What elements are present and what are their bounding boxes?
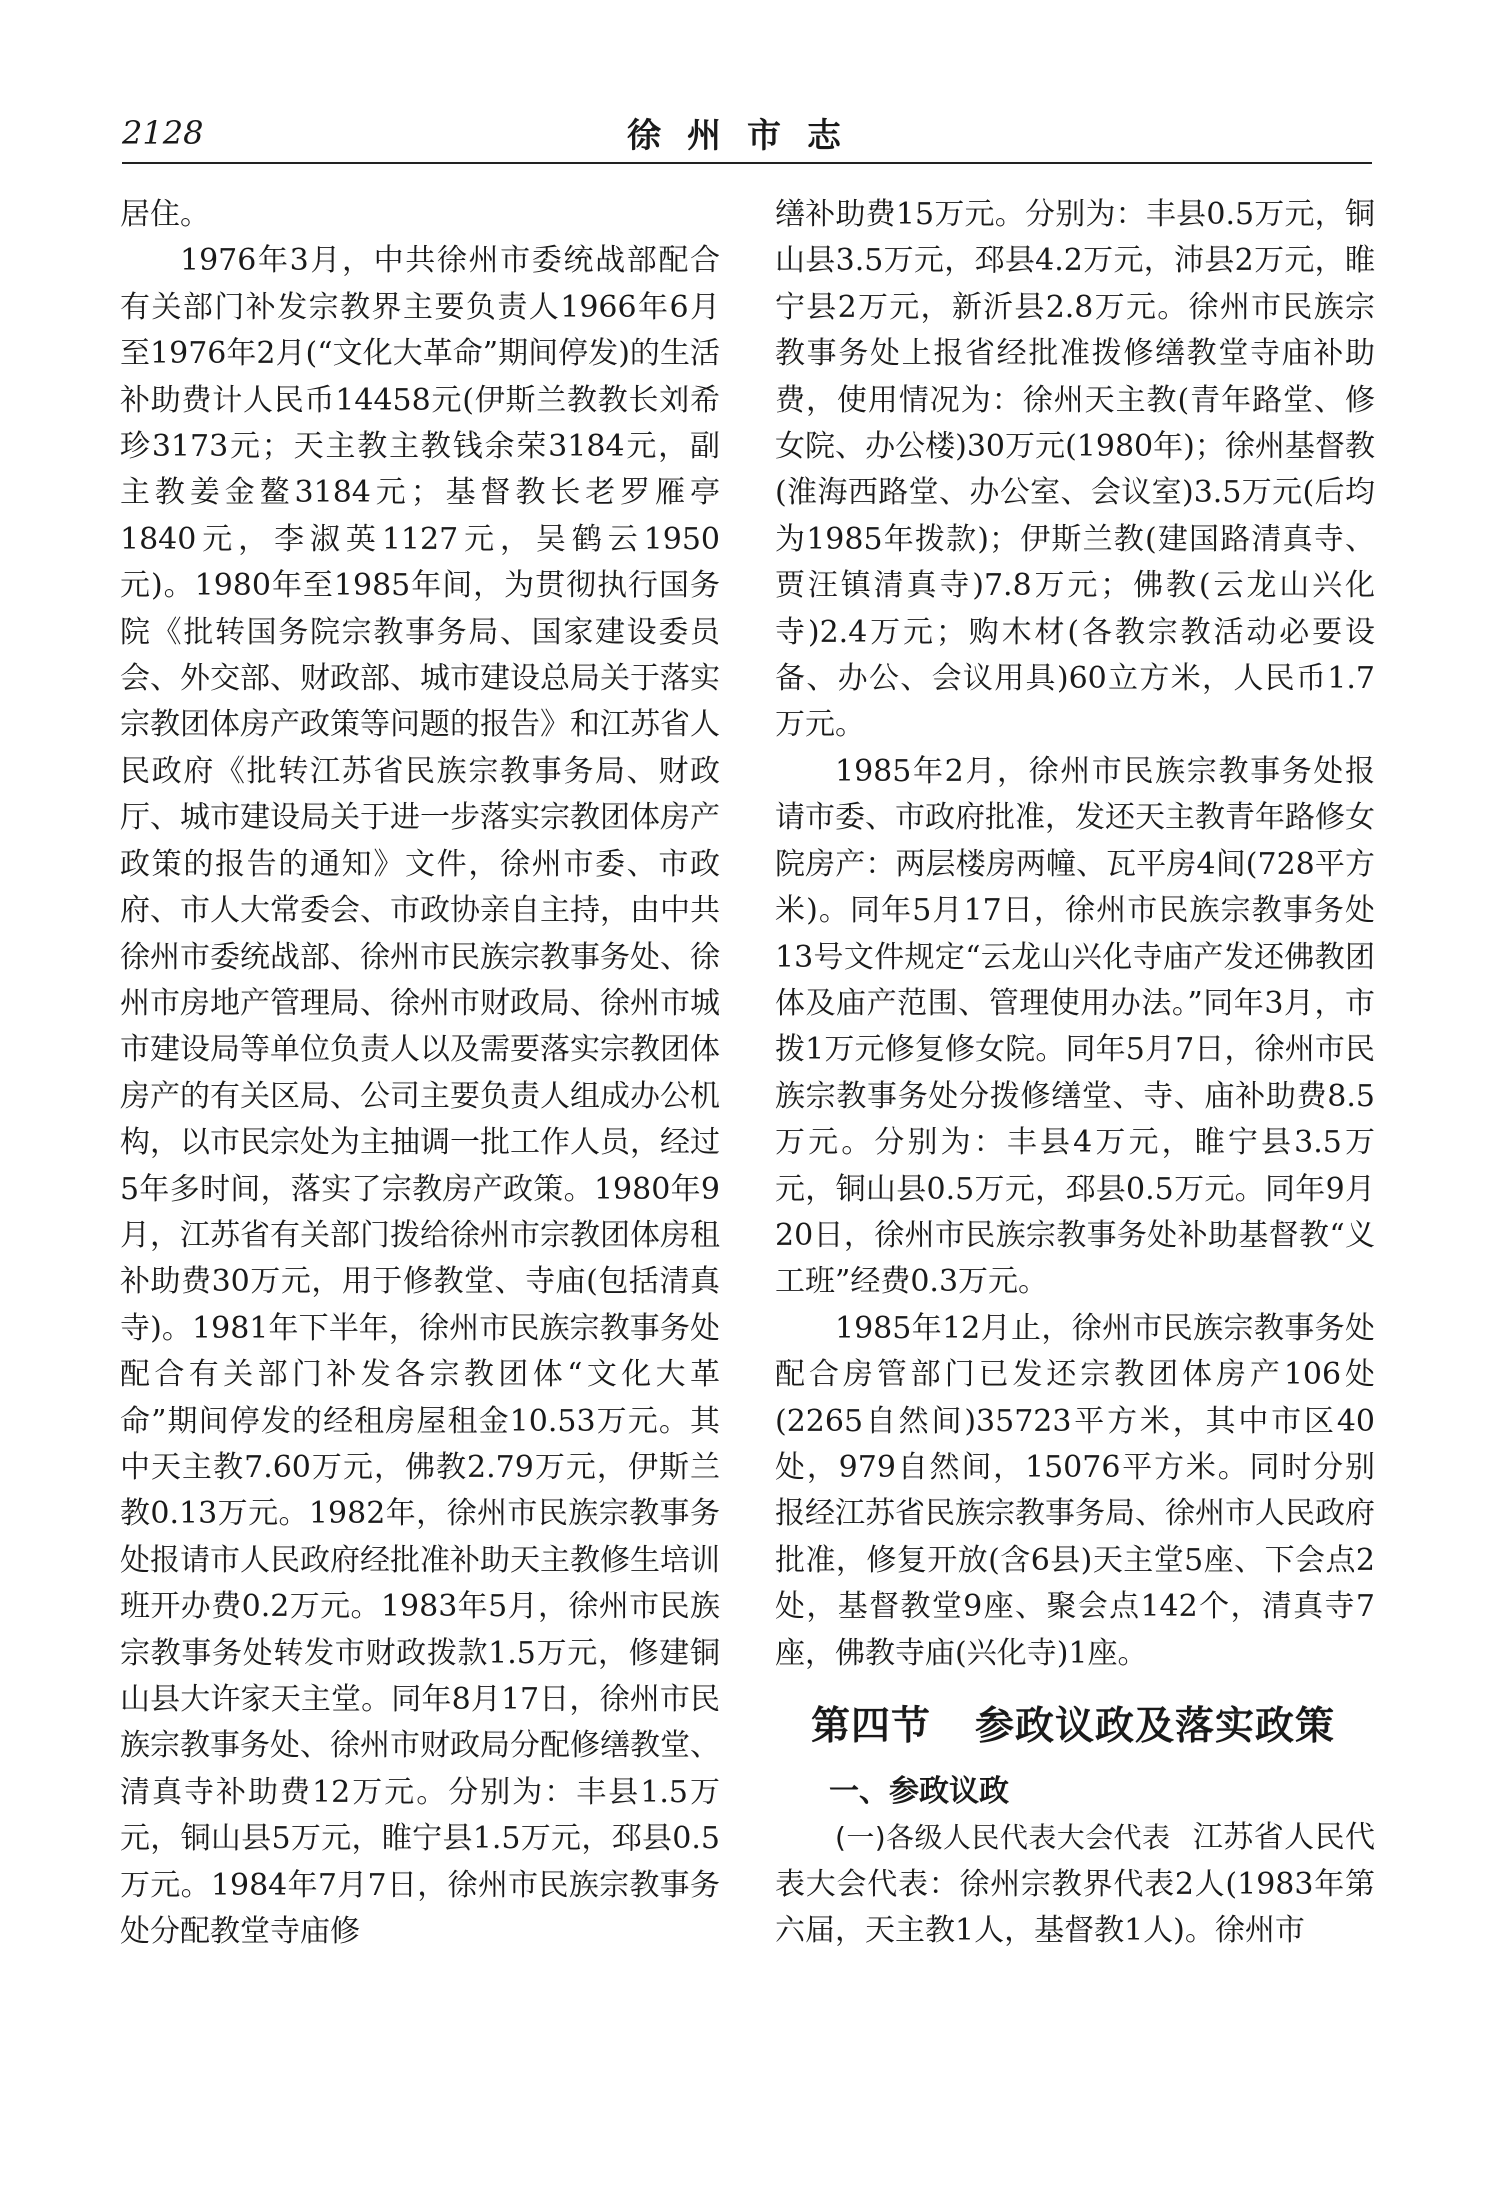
paragraph: 1985年12月止，徐州市民族宗教事务处配合房管部门已发还宗教团体房产106处(2265自然间)35723平方米，其中市区40处，979自然间，15076平方米。同时分别报经江苏省民族宗教事务局、徐州市人民政府批准，修复开放(含6县)天主堂5座、下会点2处，基督教堂9座、聚会点142个，清真寺7座，佛教寺庙(兴化寺)1座。 (775, 1310, 1375, 1671)
subheading: 一、参政议政 (829, 1774, 1009, 1809)
paragraph: 居住。 (120, 197, 210, 232)
paragraph-text: 江苏省人民代表大会代表：徐州宗教界代表2人(1983年第六届，天主教1人，基督教1人)。徐州市 (775, 1820, 1375, 1949)
paragraph-lead-term: (一)各级人民代表大会代表 (835, 1821, 1171, 1855)
paragraph: 1976年3月，中共徐州市委统战部配合有关部门补发宗教界主要负责人1966年6月至1976年2月(“文化大革命”期间停发)的生活补助费计人民币14458元(伊斯兰教教长刘希珍3173元；天主教主教钱余荣3184元，副主教姜金鳌3184元；基督教长老罗雁亭1840元，李淑英1127元，吴鹤云1950元)。1980年至1985年间，为贯彻执行国务院《批转国务院宗教事务局、国家建设委员会、外交部、财政部、城市建设总局关于落实宗教团体房产政策等问题的报告》和江苏省人民政府《批转江苏省民族宗教事务局、财政厅、城市建设局关于进一步落实宗教团体房产政策的报告的通知》文件，徐州市委、市政府、市人大常委会、市政协亲自主持，由中共徐州市委统战部、徐州市民族宗教事务处、徐州市房地产管理局、徐州市财政局、徐州市城市建设局等单位负责人以及需要落实宗教团体房产的有关区局、公司主要负责人组成办公机构，以市民宗处为主抽调一批工作人员，经过5年多时间，落实了宗教房产政策。1980年9月，江苏省有关部门拨给徐州市宗教团体房租补助费30万元，用于修教堂、寺庙(包括清真寺)。1981年下半年，徐州市民族宗教事务处配合有关部门补发各宗教团体“文化大革命”期间停发的经租房屋租金10.53万元。其中天主教7.60万元，佛教2.79万元，伊斯兰教0.13万元。1982年，徐州市民族宗教事务处报请市人民政府经批准补助天主教修生培训班开办费0.2万元。1983年5月，徐州市民族宗教事务处转发市财政拨款1.5万元，修建铜山县大许家天主堂。同年8月17日，徐州市民族宗教事务处、徐州市财政局分配修缮教堂、清真寺补助费12万元。分别为：丰县1.5万元，铜山县5万元，睢宁县1.5万元，邳县0.5万元。1984年7月7日，徐州市民族宗教事务处分配教堂寺庙修 (120, 243, 720, 1950)
section-heading (775, 1699, 1375, 1755)
right-column (775, 192, 1375, 1955)
page-number: 2128 (122, 114, 204, 152)
page-header (122, 108, 1372, 158)
paragraph: 缮补助费15万元。分别为：丰县0.5万元，铜山县3.5万元，邳县4.2万元，沛县2万元，睢宁县2万元，新沂县2.8万元。徐州市民族宗教事务处上报省经批准拨修缮教堂寺庙补助费，使用情况为：徐州天主教(青年路堂、修女院、办公楼)30万元(1980年)；徐州基督教(淮海西路堂、办公室、会议室)3.5万元(后均为1985年拨款)；伊斯兰教(建国路清真寺、贾汪镇清真寺)7.8万元；佛教(云龙山兴化寺)2.4万元；购木材(各教宗教活动必要设备、办公、会议用具)60立方米，人民币1.7万元。 (775, 197, 1375, 743)
paragraph (775, 1815, 1375, 1954)
book-title: 徐州市志 (627, 116, 867, 156)
paragraph: 1985年2月，徐州市民族宗教事务处报请市委、市政府批准，发还天主教青年路修女院房产：两层楼房两幢、瓦平房4间(728平方米)。同年5月17日，徐州市民族宗教事务处13号文件规定“云龙山兴化寺庙产发还佛教团体及庙产范围、管理使用办法。”同年3月，市拨1万元修复修女院。同年5月7日，徐州市民族宗教事务处分拨修缮堂、寺、庙补助费8.5万元。分别为：丰县4万元，睢宁县3.5万元，铜山县0.5万元，邳县0.5万元。同年9月20日，徐州市民族宗教事务处补助基督教“义工班”经费0.3万元。 (775, 753, 1375, 1300)
header-rule (122, 162, 1372, 164)
section-heading-number: 第四节 (811, 1704, 932, 1749)
section-heading-title: 参政议政及落实政策 (975, 1704, 1336, 1749)
left-column (120, 192, 720, 1955)
